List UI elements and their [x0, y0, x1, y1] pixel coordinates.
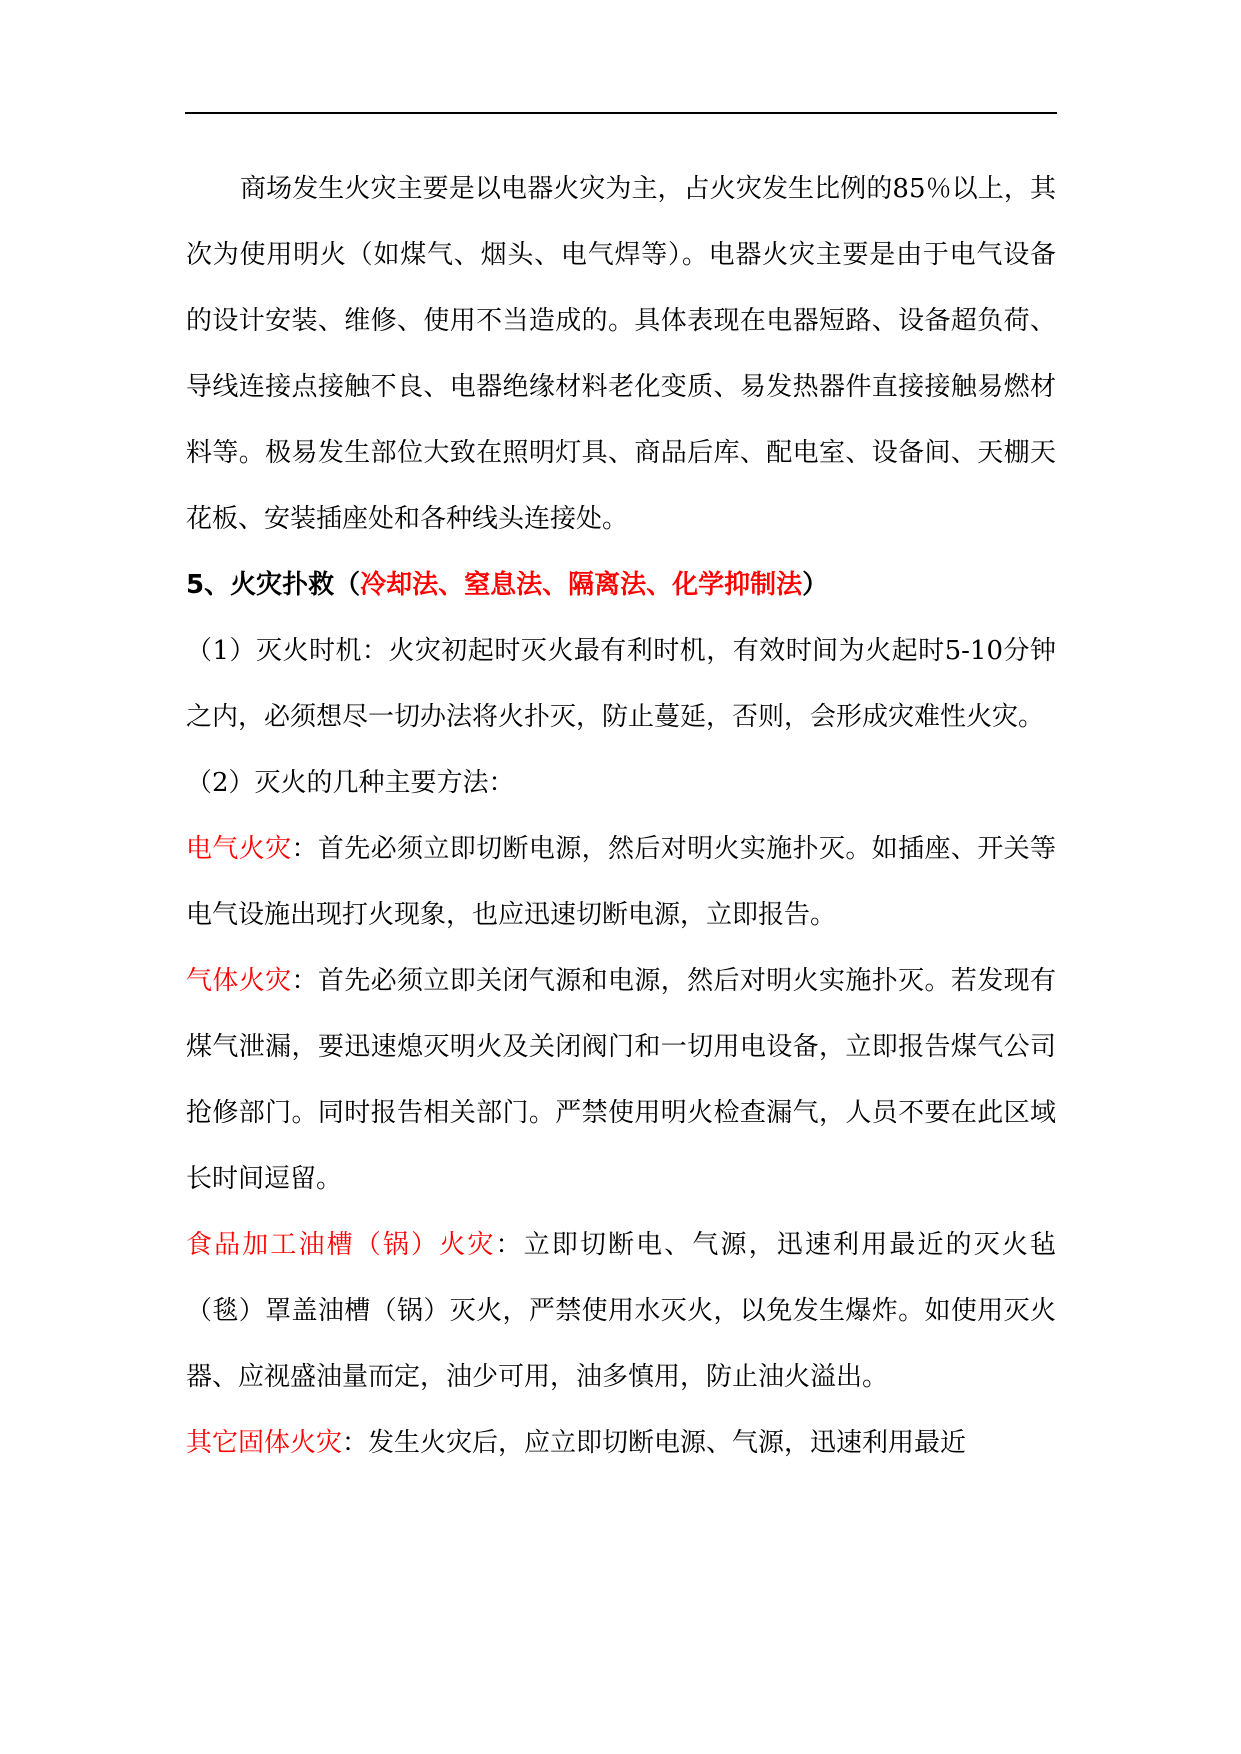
intro-paragraph: 商场发生火灾主要是以电器火灾为主，占火灾发生比例的85％以上，其次为使用明火（如煤气、烟头、电气焊等）。电器火灾主要是由于电气设备的设计安装、维修、使用不当造成的。具体表现在电器短路、设备超负荷、导线连接点接触不良、电器绝缘材料老化变质、易发热器件直接接触易燃材料等。极易发生部位大致在照明灯具、商品后库、配电室、设备间、天棚天花板、安装插座处和各种线头连接处。 [186, 174, 1056, 534]
section-5-title-suffix: ） [802, 570, 829, 600]
document-body [186, 156, 1056, 1476]
item-1-timing: （1）灭火时机：火灾初起时灭火最有利时机，有效时间为火起时5-10分钟之内，必须想尽一切办法将火扑灭，防止蔓延，否则，会形成灾难性火灾。 [186, 636, 1056, 732]
method-gas-fire [186, 948, 1056, 1212]
header-rule [185, 112, 1057, 114]
method-electrical-fire [186, 816, 1056, 948]
section-5-title-prefix: 5、火灾扑救（ [186, 570, 361, 600]
method-text: ：立即切断电、气源，迅速利用最近的灭火毡（毯）罩盖油槽（锅）灭火，严禁使用水灭火，以免发生爆炸。如使用灭火器、应视盛油量而定，油少可用，油多慎用，防止油火溢出。 [186, 1230, 1056, 1392]
item-2-methods-heading: （2）灭火的几种主要方法： [186, 768, 515, 798]
method-text: ：首先必须立即关闭气源和电源，然后对明火实施扑灭。若发现有煤气泄漏，要迅速熄灭明火及关闭阀门和一切用电设备，立即报告煤气公司抢修部门。同时报告相关部门。严禁使用明火检查漏气，人员不要在此区域长时间逗留。 [186, 966, 1056, 1194]
method-text: ：首先必须立即切断电源，然后对明火实施扑灭。如插座、开关等电气设施出现打火现象，也应迅速切断电源，立即报告。 [186, 834, 1056, 930]
section-5-title-methods: 冷却法、窒息法、隔离法、化学抑制法 [360, 570, 803, 600]
method-text: ：发生火灾后，应立即切断电源、气源，迅速利用最近 [342, 1428, 967, 1458]
method-solid-fire [186, 1410, 1056, 1476]
section-5-heading [186, 552, 1056, 618]
method-label: 电气火灾 [186, 834, 292, 864]
method-label: 气体火灾 [186, 966, 292, 996]
method-oil-fire [186, 1212, 1056, 1410]
method-label: 食品加工油槽（锅）火灾 [186, 1230, 496, 1260]
method-label: 其它固体火灾 [186, 1428, 343, 1458]
